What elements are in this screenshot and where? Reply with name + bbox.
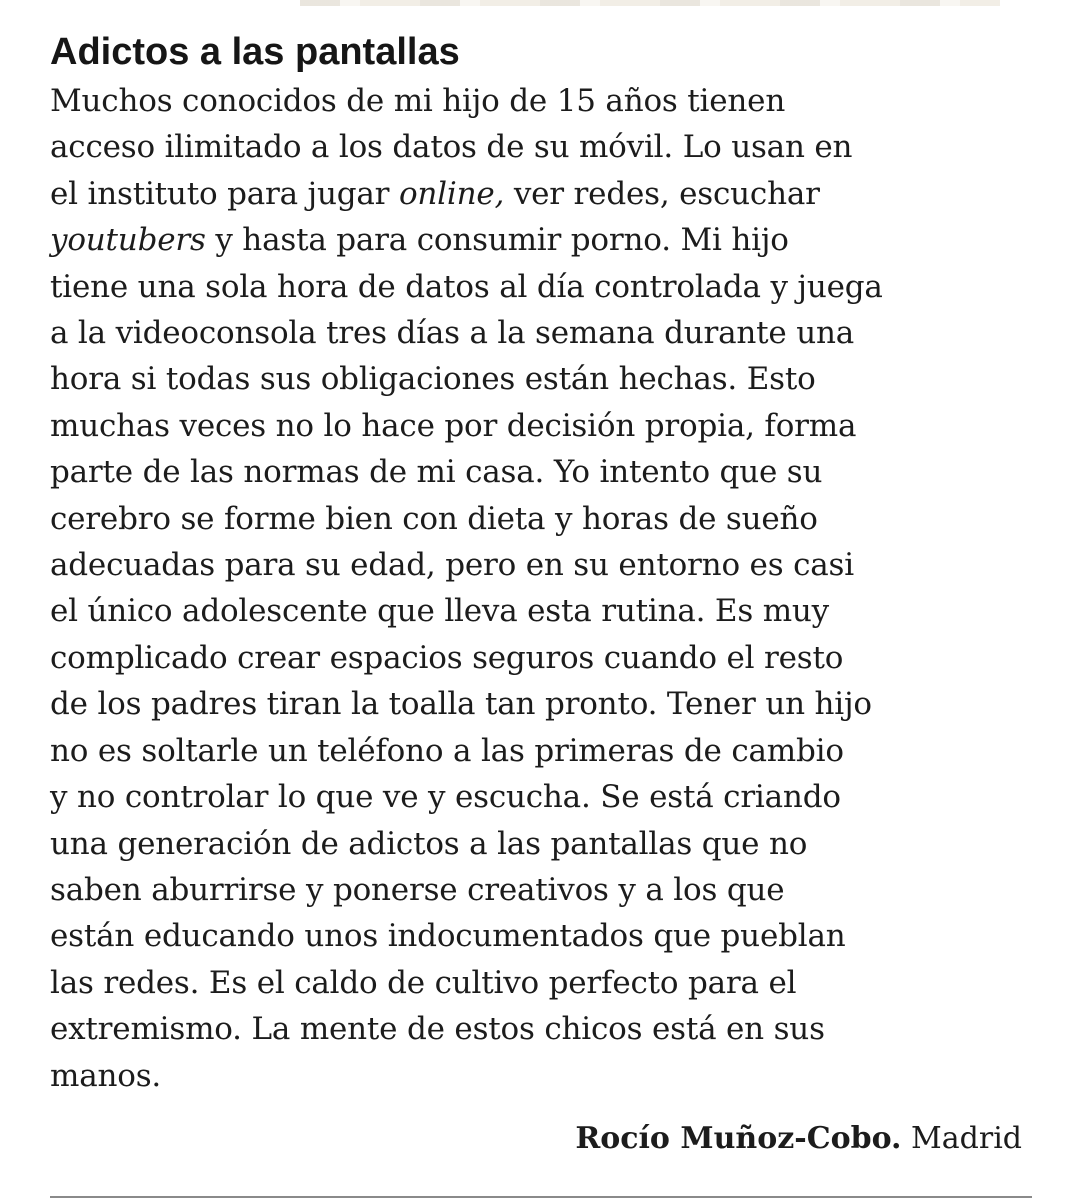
body-text-segment: cerebro se forme bien con dieta y horas de sueño [50, 500, 818, 537]
body-italic-term: online, [398, 175, 505, 212]
body-text-segment: están educando unos indocumentados que pueblan [50, 918, 846, 955]
body-text-segment: extremismo. La mente de estos chicos está en sus [50, 1011, 825, 1048]
body-text-segment: Muchos conocidos de mi hijo de 15 años tienen [50, 83, 786, 119]
body-line [50, 1006, 1040, 1052]
body-text-segment: y hasta para consumir porno. Mi hijo [205, 222, 789, 259]
reader-letter [50, 26, 1040, 1099]
body-line [50, 403, 1040, 449]
body-text-segment: saben aburrirse y ponerse creativos y a los que [50, 871, 785, 908]
body-line [50, 1053, 1040, 1099]
letter-signature [575, 1116, 1022, 1162]
body-line [50, 774, 1040, 820]
letter-headline: Adictos a las pantallas [50, 31, 460, 73]
bottom-divider [50, 1196, 1032, 1198]
body-line [50, 496, 1040, 542]
body-text-segment: acceso ilimitado a los datos de su móvil. Lo usan en [50, 129, 853, 166]
body-text-segment: una generación de adictos a las pantallas que no [50, 825, 808, 862]
body-line [50, 217, 1040, 263]
body-line [50, 171, 1040, 217]
body-line [50, 960, 1040, 1006]
body-line [50, 449, 1040, 495]
body-text-segment: complicado crear espacios seguros cuando el resto [50, 639, 844, 676]
body-text-segment: el instituto para jugar [50, 175, 399, 212]
body-text-segment: manos. [50, 1057, 162, 1094]
body-line [50, 310, 1040, 356]
body-text-segment: ver redes, escuchar [504, 175, 820, 212]
top-edge-decoration [300, 0, 1000, 6]
signature-city: Madrid [911, 1121, 1022, 1156]
body-line [50, 867, 1040, 913]
body-text-segment: hora si todas sus obligaciones están hechas. Esto [50, 361, 816, 398]
letter-body [50, 78, 1040, 1099]
body-italic-term: youtubers [50, 222, 206, 259]
body-line [50, 588, 1040, 634]
body-line [50, 264, 1040, 310]
body-text-segment: muchas veces no lo hace por decisión propia, forma [50, 407, 857, 444]
body-text-segment: parte de las normas de mi casa. Yo intento que su [50, 454, 823, 491]
body-line [50, 913, 1040, 959]
body-text-segment: a la videoconsola tres días a la semana durante una [50, 315, 855, 352]
body-line [50, 78, 1040, 124]
body-text-segment: adecuadas para su edad, pero en su entorno es casi [50, 547, 854, 584]
body-line [50, 635, 1040, 681]
body-text-segment: el único adolescente que lleva esta rutina. Es muy [50, 593, 829, 630]
body-line [50, 728, 1040, 774]
body-text-segment: no es soltarle un teléfono a las primeras de cambio [50, 732, 844, 769]
body-line [50, 821, 1040, 867]
body-text-segment: las redes. Es el caldo de cultivo perfecto para el [50, 964, 797, 1001]
body-line [50, 681, 1040, 727]
body-line [50, 356, 1040, 402]
body-line [50, 124, 1040, 170]
signature-author: Rocío Muñoz-Cobo. [575, 1121, 902, 1156]
body-text-segment: y no controlar lo que ve y escucha. Se está criando [50, 779, 841, 816]
body-text-segment: tiene una sola hora de datos al día controlada y juega [50, 268, 883, 305]
body-text-segment: de los padres tiran la toalla tan pronto. Tener un hijo [50, 686, 872, 723]
body-line [50, 542, 1040, 588]
